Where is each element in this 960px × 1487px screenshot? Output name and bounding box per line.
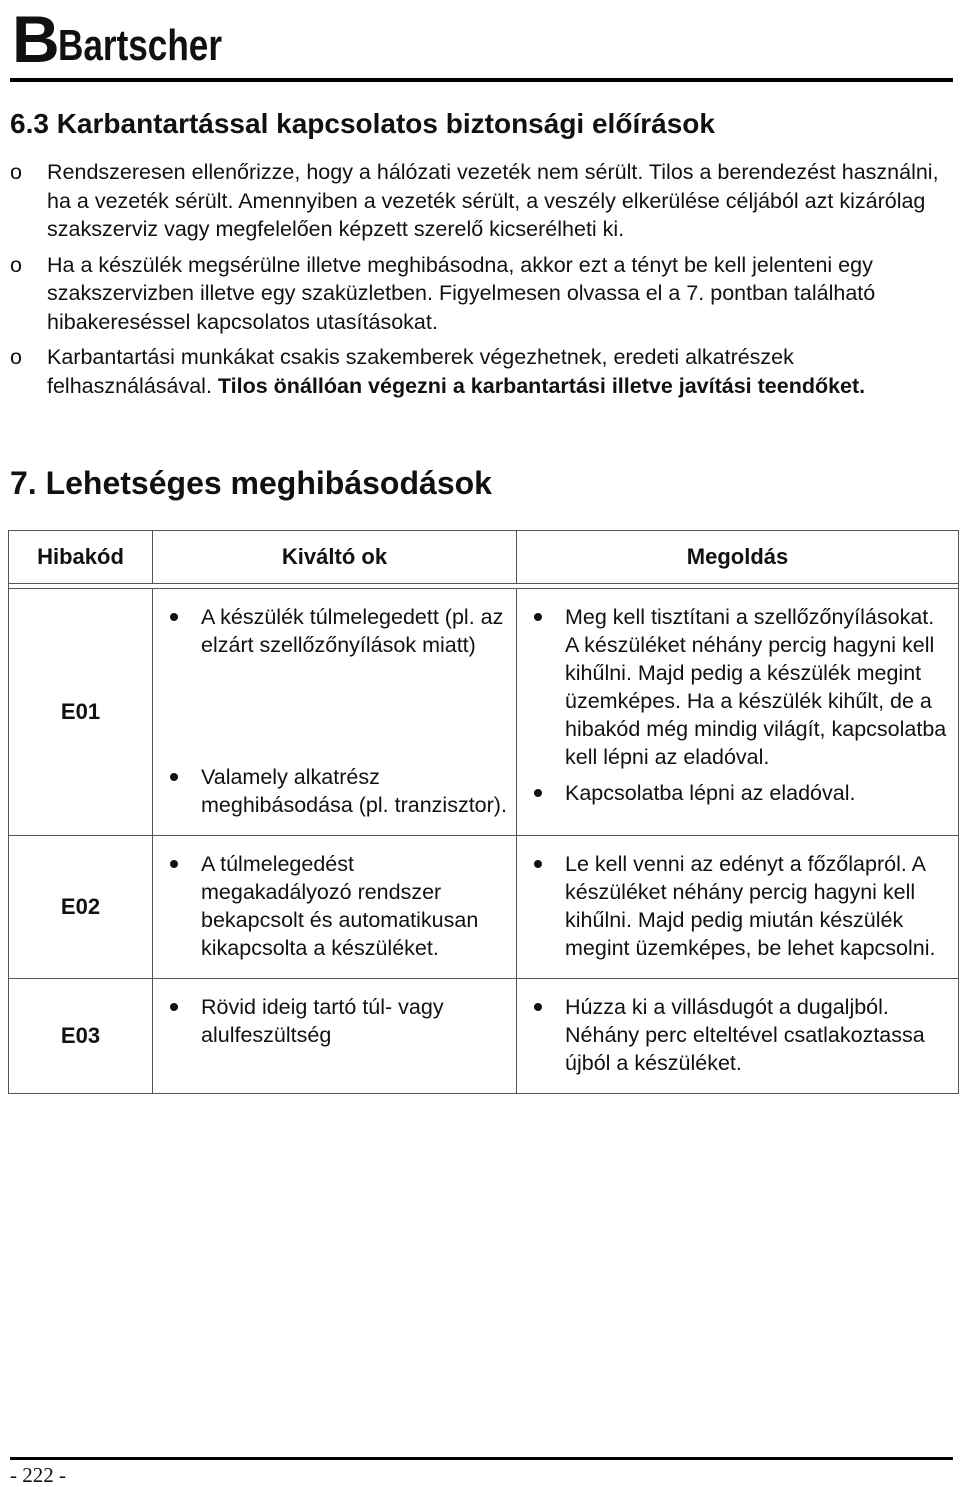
table-header-row bbox=[9, 531, 959, 584]
bullet-dot bbox=[534, 613, 542, 621]
safety-item-warning: Tilos önállóan végezni a karbantartási illetve javítási teendőket. bbox=[217, 373, 866, 398]
solution-item bbox=[517, 603, 950, 771]
fault-cause-cell bbox=[153, 836, 517, 979]
fault-solution-cell bbox=[517, 589, 959, 836]
solution-item bbox=[517, 779, 950, 807]
fault-cause-cell bbox=[153, 589, 517, 836]
solution-text: Húzza ki a villásdugót a dugaljból. Néhány perc elteltével csatlakoztassa újból a készüléket. bbox=[565, 995, 925, 1075]
cause-item bbox=[153, 993, 508, 1049]
table-row bbox=[9, 836, 959, 979]
cause-text: A túlmelegedést megakadályozó rendszer bekapcsolt és automatikusan kikapcsolta a készüléket. bbox=[201, 852, 479, 960]
safety-item-text: Karbantartási munkákat csakis szakemberek végezhetnek, eredeti alkatrészek felhasználásával. bbox=[47, 345, 794, 398]
bullet-marker: o bbox=[10, 252, 22, 277]
logo-wordmark: Bartscher bbox=[58, 21, 222, 70]
solution-list bbox=[517, 836, 958, 978]
fault-cause-cell bbox=[153, 979, 517, 1094]
bullet-marker: o bbox=[10, 160, 22, 184]
cause-list bbox=[153, 589, 516, 835]
bullet-dot bbox=[534, 860, 542, 868]
safety-item bbox=[10, 343, 945, 400]
page-number: - 222 - bbox=[10, 1463, 66, 1487]
solution-text: Le kell venni az edényt a főzőlapról. A készüléket néhány percig hagyni kell kihűlni. Majd pedig miután készülék megint üzemképes, be lehet kapcsolni. bbox=[565, 852, 936, 960]
fault-code: E01 bbox=[9, 589, 153, 836]
footer-rule bbox=[10, 1457, 953, 1460]
fault-code: E02 bbox=[9, 836, 153, 979]
safety-item-text: Rendszeresen ellenőrizze, hogy a hálózati vezeték nem sérült. Tilos a berendezést használni, ha a vezeték sérült. Amennyiben a vezeték sérült, a veszély elkerülése céljából azt kizárólag szakszerviz vagy megfelelően képzett szerelő kicserélheti ki. bbox=[47, 160, 939, 241]
bullet-dot bbox=[170, 773, 178, 781]
cause-list bbox=[153, 836, 516, 978]
safety-item-text: Ha a készülék megsérülne illetve meghibásodna, akkor ezt a tényt be kell jelenteni egy szakszervizben illetve egy szaküzletben. Figyelmesen olvassa el a 7. pontban található hibakereséssel kapcsolatos utasításokat. bbox=[47, 252, 876, 334]
fault-solution-cell bbox=[517, 836, 959, 979]
solution-item bbox=[517, 850, 950, 962]
cause-text: Valamely alkatrész meghibásodása (pl. tranzisztor). bbox=[201, 765, 507, 817]
bullet-dot bbox=[170, 860, 178, 868]
fault-code: E03 bbox=[9, 979, 153, 1094]
section-title: 6.3 Karbantartással kapcsolatos biztonsági előírások bbox=[10, 108, 715, 139]
solution-text: Kapcsolatba lépni az eladóval. bbox=[565, 781, 856, 805]
solution-text: Meg kell tisztítani a szellőzőnyílásokat. A készüléket néhány percig hagyni kell kihűlni. Majd pedig a készülék megint üzemképes. Ha a készülék kihűlt, de a hibakód még mindig világít, kapcsolatba kell lépni az eladóval. bbox=[565, 605, 947, 769]
fault-table bbox=[8, 530, 959, 1094]
bullet-marker: o bbox=[10, 345, 22, 369]
cause-item bbox=[153, 763, 508, 819]
safety-item bbox=[10, 251, 945, 337]
solution-item bbox=[517, 993, 950, 1077]
chapter-title: 7. Lehetséges meghibásodások bbox=[10, 465, 492, 501]
bullet-dot bbox=[170, 1003, 178, 1011]
table-row bbox=[9, 589, 959, 836]
bullet-dot bbox=[170, 613, 178, 621]
fault-solution-cell bbox=[517, 979, 959, 1094]
bullet-dot bbox=[534, 1003, 542, 1011]
cause-text: A készülék túlmelegedett (pl. az elzárt szellőzőnyílások miatt) bbox=[201, 605, 504, 657]
cause-text: Rövid ideig tartó túl- vagy alulfeszültség bbox=[201, 995, 444, 1047]
header-code: Hibakód bbox=[9, 531, 153, 584]
header-solution: Megoldás bbox=[517, 531, 959, 584]
safety-item bbox=[10, 158, 945, 244]
bartscher-logo bbox=[10, 2, 225, 76]
header-rule bbox=[10, 78, 953, 82]
cause-item bbox=[153, 603, 508, 659]
solution-list bbox=[517, 979, 958, 1093]
table-row bbox=[9, 979, 959, 1094]
header-cause: Kiváltó ok bbox=[153, 531, 517, 584]
logo-b: B bbox=[12, 2, 60, 76]
solution-list bbox=[517, 589, 958, 823]
cause-list bbox=[153, 979, 516, 1065]
safety-list bbox=[10, 158, 945, 407]
bullet-dot bbox=[534, 789, 542, 797]
cause-item bbox=[153, 850, 508, 962]
